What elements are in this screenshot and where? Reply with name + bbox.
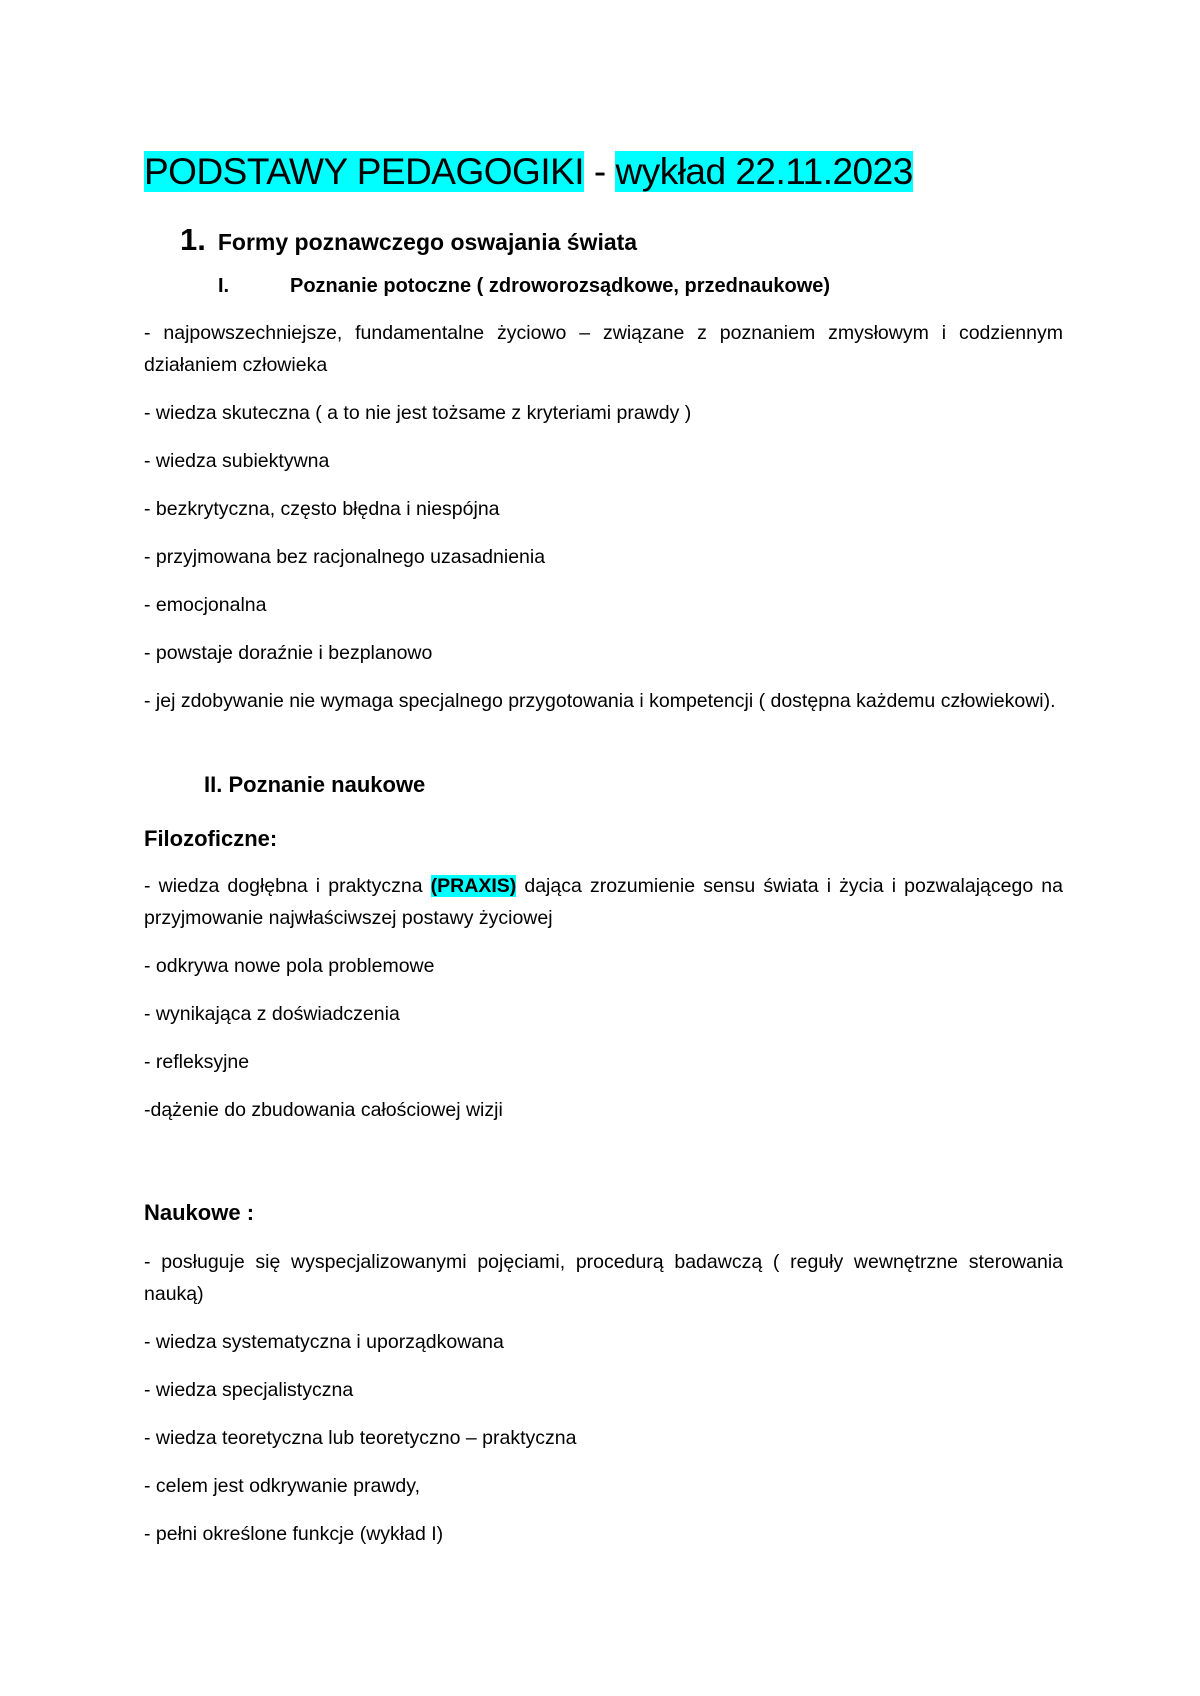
- section-number: 1.: [180, 222, 206, 257]
- list-item: - wiedza skuteczna ( a to nie jest tożsame z kryteriami prawdy ): [144, 402, 692, 424]
- list-item: - celem jest odkrywanie prawdy,: [144, 1475, 420, 1497]
- list-item: - odkrywa nowe pola problemowe: [144, 955, 435, 977]
- list-item: - refleksyjne: [144, 1051, 250, 1073]
- filozoficzne-heading: Filozoficzne:: [144, 826, 278, 851]
- list-item: - wiedza teoretyczna lub teoretyczno – praktyczna: [144, 1427, 577, 1449]
- subsection-2-heading: [204, 770, 425, 800]
- list-item: - emocjonalna: [144, 594, 267, 616]
- naukowe-heading: Naukowe :: [144, 1200, 255, 1225]
- title-separator: -: [584, 151, 616, 192]
- list-item-text: - wiedza dogłębna i praktyczna: [144, 875, 431, 897]
- list-item: - wiedza subiektywna: [144, 450, 330, 472]
- list-item: - bezkrytyczna, często błędna i niespójna: [144, 498, 500, 520]
- subsection-1-roman: I.: [218, 275, 230, 297]
- praxis-highlight: (PRAXIS): [430, 875, 517, 897]
- list-item: - jej zdobywanie nie wymaga specjalnego przygotowania i kompetencji ( dostępna każdemu człowiekowi).: [144, 690, 1056, 712]
- list-item-text: dająca zrozumienie sensu świata i życia i pozwalającego na przyjmowanie najwłaściwszej postawy życiowej: [144, 875, 1063, 929]
- title-course-name: PODSTAWY PEDAGOGIKI: [144, 151, 585, 192]
- subsection-1-title: Poznanie potoczne ( zdroworozsądkowe, przednaukowe): [290, 275, 831, 297]
- list-item: - pełni określone funkcje (wykład I): [144, 1523, 444, 1545]
- list-item: - wiedza specjalistyczna: [144, 1379, 354, 1401]
- title-lecture-date: wykład 22.11.2023: [615, 151, 913, 192]
- list-item: -dążenie do zbudowania całościowej wizji: [144, 1099, 503, 1121]
- section-1-heading: [180, 224, 637, 258]
- list-item: - przyjmowana bez racjonalnego uzasadnienia: [144, 546, 546, 568]
- subsection-2-roman: II.: [204, 772, 223, 797]
- list-item: - wiedza systematyczna i uporządkowana: [144, 1331, 504, 1353]
- section-heading-text: Formy poznawczego oswajania świata: [217, 229, 638, 255]
- subsection-2-title: Poznanie naukowe: [228, 772, 426, 797]
- list-item: - najpowszechniejsze, fundamentalne życiowo – związane z poznaniem zmysłowym i codziennym działaniem człowieka: [144, 322, 1063, 376]
- list-item: [144, 870, 1063, 934]
- list-item: - wynikająca z doświadczenia: [144, 1003, 400, 1025]
- list-item: - posługuje się wyspecjalizowanymi pojęciami, procedurą badawczą ( reguły wewnętrzne sterowania nauką): [144, 1251, 1063, 1305]
- list-item: - powstaje doraźnie i bezplanowo: [144, 642, 433, 664]
- document-title: [144, 148, 913, 196]
